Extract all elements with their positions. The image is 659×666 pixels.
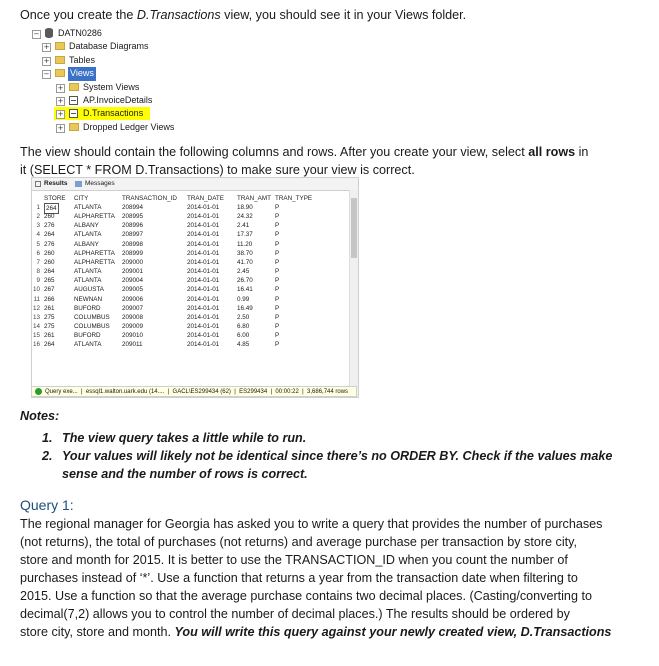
table-cell[interactable]: ALBANY (74, 240, 99, 248)
table-cell[interactable]: 264 (46, 205, 57, 212)
note-number: 1. (42, 431, 53, 445)
row-number: 7 (36, 258, 40, 266)
table-cell[interactable]: ALPHARETTA (74, 213, 115, 221)
expand-icon[interactable]: + (43, 56, 50, 65)
table-cell[interactable]: 2014-01-01 (187, 322, 220, 330)
folder-icon (55, 42, 65, 50)
table-cell[interactable]: 208998 (122, 240, 144, 248)
table-cell[interactable]: 209001 (122, 268, 144, 276)
query-text-line: decimal(7,2) allows you to control the number of decimal places.) The results should be ordered by (20, 607, 570, 621)
table-cell[interactable]: 209010 (122, 332, 144, 340)
row-number: 6 (36, 249, 40, 257)
expand-icon[interactable]: + (57, 123, 64, 132)
table-cell[interactable]: P (275, 240, 280, 248)
row-number: 12 (32, 304, 40, 312)
intro-text: Once you create the D.Transactions view, you should see it in your Views folder. (20, 8, 467, 22)
table-cell[interactable]: 209007 (122, 304, 144, 312)
row-number: 1 (36, 204, 40, 211)
tree-label: D.Transactions (83, 108, 144, 119)
tab-results[interactable]: Results (44, 180, 68, 187)
table-cell[interactable]: P (275, 277, 280, 285)
row-number: 9 (36, 277, 40, 285)
table-cell[interactable]: 2.50 (237, 313, 250, 321)
table-cell[interactable]: 208997 (122, 231, 144, 239)
table-cell[interactable]: 18.90 (237, 204, 253, 211)
row-number: 16 (32, 341, 40, 349)
table-cell[interactable]: P (275, 213, 280, 221)
table-cell[interactable]: 266 (44, 295, 55, 303)
note-item-1 (42, 429, 306, 447)
status-database: ES299434 (239, 389, 268, 395)
table-cell[interactable]: AUGUSTA (74, 286, 104, 294)
table-cell[interactable]: 2014-01-01 (187, 240, 220, 248)
table-cell[interactable]: 208996 (122, 222, 144, 230)
table-cell[interactable]: P (275, 231, 280, 239)
table-cell[interactable]: 16.41 (237, 286, 253, 294)
table-cell[interactable]: 209011 (122, 341, 143, 349)
note-item-2-continued (42, 465, 308, 483)
table-cell[interactable]: 2.41 (237, 222, 250, 230)
table-cell[interactable]: 16.49 (237, 304, 253, 312)
success-check-icon (35, 388, 42, 395)
folder-icon (55, 69, 65, 77)
table-cell[interactable]: 265 (44, 277, 55, 285)
table-cell[interactable]: P (275, 313, 280, 321)
results-tabs (32, 178, 358, 191)
table-cell[interactable]: P (275, 249, 280, 257)
row-number: 5 (36, 240, 40, 248)
table-cell[interactable]: 2014-01-01 (187, 213, 220, 221)
row-number: 14 (32, 322, 40, 330)
table-cell[interactable]: 11.20 (237, 240, 253, 248)
tree-label-views-selected: Views (68, 67, 96, 80)
table-cell[interactable]: 17.37 (237, 231, 253, 239)
table-cell[interactable]: 261 (44, 332, 55, 340)
row-number: 15 (32, 332, 40, 340)
table-cell[interactable]: COLUMBUS (74, 322, 110, 330)
table-cell[interactable]: ALPHARETTA (74, 258, 115, 266)
query-text-last-line: store city, store and month. You will write this query against your newly created view, D.Transactions (20, 625, 612, 639)
table-cell[interactable]: 38.70 (237, 249, 253, 257)
table-cell[interactable]: 41.70 (237, 258, 253, 266)
table-cell[interactable]: ATLANTA (74, 277, 102, 285)
table-cell[interactable]: 2014-01-01 (187, 341, 220, 349)
table-cell[interactable]: 209006 (122, 295, 144, 303)
table-cell[interactable]: 26.70 (237, 277, 253, 285)
row-number: 2 (36, 213, 40, 221)
note-text: The view query takes a little while to run. (62, 431, 307, 445)
row-number: 3 (36, 222, 40, 230)
vertical-scrollbar[interactable] (349, 190, 358, 397)
table-cell[interactable]: 24.32 (237, 213, 253, 221)
table-cell[interactable]: 208999 (122, 249, 144, 257)
results-grid (31, 177, 359, 398)
table-cell[interactable]: 2014-01-01 (187, 304, 220, 312)
query-text-line: 2015. Use a function so that the average purchase contains two decimal places. (Casting/converting to (20, 589, 592, 603)
table-cell[interactable]: P (275, 304, 280, 312)
expand-icon[interactable]: + (57, 96, 64, 105)
status-rows: 3,686,744 rows (307, 389, 349, 395)
row-number: 13 (32, 313, 40, 321)
table-cell[interactable]: 264 (44, 268, 55, 276)
table-cell[interactable]: P (275, 268, 280, 276)
database-icon (45, 28, 53, 38)
table-cell[interactable]: ALPHARETTA (74, 249, 115, 257)
tree-label: AP.InvoiceDetails (83, 94, 153, 105)
table-cell[interactable]: 2014-01-01 (187, 231, 220, 239)
table-cell[interactable]: ATLANTA (74, 231, 102, 239)
table-cell[interactable]: 264 (44, 341, 55, 349)
table-cell[interactable]: 275 (44, 313, 55, 321)
table-cell[interactable]: 2014-01-01 (187, 313, 220, 321)
table-cell[interactable]: 260 (44, 213, 55, 221)
view-instructions: The view should contain the following columns and rows. After you create your view, select all rows in (20, 145, 589, 159)
table-cell[interactable]: 260 (44, 249, 55, 257)
notes-title: Notes: (20, 409, 60, 423)
query-text-line: The regional manager for Georgia has asked you to write a query that provides the number of purchases (20, 517, 603, 531)
table-cell[interactable]: P (275, 286, 280, 294)
table-cell[interactable]: 261 (44, 304, 55, 312)
table-cell[interactable]: 2014-01-01 (187, 332, 220, 340)
table-cell[interactable]: 6.80 (237, 322, 250, 330)
table-cell[interactable]: P (275, 322, 280, 330)
query-text-line: (not returns), the total of purchases (not returns) and average purchase per transaction by store city, (20, 535, 577, 549)
query-status-bar: Query exe... | essql1.walton.uark.edu (14.... | GACL\ES299434 (62) | ES299434 | 00:00:22 | 3,686,744 rows (31, 386, 357, 397)
folder-icon (69, 83, 79, 91)
table-cell[interactable]: ATLANTA (74, 204, 102, 211)
table-cell[interactable]: 2014-01-01 (187, 277, 220, 285)
folder-icon (55, 56, 65, 64)
table-cell[interactable]: ALBANY (74, 222, 99, 230)
tab-messages[interactable]: Messages (85, 180, 115, 187)
status-user: GACL\ES299434 (62) (172, 389, 231, 395)
status-server: essql1.walton.uark.edu (14.... (85, 389, 165, 395)
table-cell[interactable]: P (275, 222, 280, 230)
table-cell[interactable]: 209000 (122, 258, 144, 266)
column-header: TRAN_DATE (187, 195, 224, 202)
server-label: DATN0286 (58, 28, 102, 38)
expand-icon[interactable]: + (57, 110, 64, 119)
table-cell[interactable]: 267 (44, 286, 55, 294)
table-cell[interactable]: 209008 (122, 313, 144, 321)
tree-label: Tables (69, 54, 96, 65)
table-cell[interactable]: NEWNAN (74, 295, 102, 303)
folder-icon (69, 123, 79, 131)
column-header: TRAN_TYPE (275, 195, 313, 202)
column-header: TRANSACTION_ID (122, 195, 177, 202)
table-cell[interactable]: 2014-01-01 (187, 295, 220, 303)
table-cell[interactable]: P (275, 204, 280, 211)
table-cell[interactable]: 209009 (122, 322, 144, 330)
table-cell[interactable]: 2.45 (237, 268, 250, 276)
messages-icon (75, 181, 82, 187)
table-cell[interactable]: COLUMBUS (74, 313, 110, 321)
note-number: 2. (42, 449, 53, 463)
row-number: 4 (36, 231, 40, 239)
table-cell[interactable]: P (275, 341, 280, 349)
row-number: 8 (36, 268, 40, 276)
status-query: Query exe... (45, 389, 78, 395)
table-cell[interactable]: BUFORD (74, 304, 101, 312)
tree-label: Dropped Ledger Views (83, 121, 175, 132)
tree-label: Database Diagrams (69, 41, 149, 52)
table-cell[interactable]: 209005 (122, 286, 144, 294)
table-cell[interactable]: P (275, 258, 280, 266)
table-cell[interactable]: 276 (44, 240, 55, 248)
table-cell[interactable]: ATLANTA (74, 341, 102, 349)
table-cell[interactable]: 6.00 (237, 332, 250, 340)
table-cell[interactable]: 209004 (122, 277, 144, 285)
table-cell[interactable]: P (275, 332, 280, 340)
table-cell[interactable]: 4.85 (237, 341, 250, 349)
view-icon (69, 109, 78, 118)
column-header: STORE (44, 195, 66, 202)
table-cell[interactable]: BUFORD (74, 332, 101, 340)
scroll-thumb[interactable] (351, 198, 357, 258)
table-cell[interactable]: 2014-01-01 (187, 204, 220, 211)
column-header: TRAN_AMT (237, 195, 271, 202)
status-time: 00:00:22 (275, 389, 299, 395)
row-number: 11 (33, 295, 40, 303)
table-cell[interactable]: 2014-01-01 (187, 258, 220, 266)
view-icon (69, 96, 78, 105)
query-text-line: purchases instead of ‘*’. Use a function that returns a year from the transaction date when filtering to (20, 571, 578, 585)
table-cell[interactable]: 264 (44, 231, 55, 239)
table-cell[interactable]: 2014-01-01 (187, 222, 220, 230)
table-cell[interactable]: 2014-01-01 (187, 286, 220, 294)
table-cell[interactable]: 275 (44, 322, 55, 330)
note-item-2 (42, 447, 612, 465)
table-cell[interactable]: 260 (44, 258, 55, 266)
table-cell[interactable]: 0.99 (237, 295, 250, 303)
query-heading: Query 1: (20, 497, 74, 513)
table-cell[interactable]: 2014-01-01 (187, 268, 220, 276)
table-cell[interactable]: ATLANTA (74, 268, 102, 276)
view-instructions-line2: it (SELECT * FROM D.Transactions) to make sure your view is correct. (20, 163, 415, 177)
table-cell[interactable]: 2014-01-01 (187, 249, 220, 257)
collapse-icon[interactable]: − (33, 30, 40, 38)
table-cell[interactable]: 208994 (122, 204, 144, 211)
expand-icon[interactable]: + (43, 43, 50, 52)
expand-icon[interactable]: + (57, 83, 64, 92)
table-cell[interactable]: 276 (44, 222, 55, 230)
tree-label: System Views (83, 81, 140, 92)
note-text: Your values will likely not be identical since there’s no ORDER BY. Check if the values make (62, 449, 613, 463)
column-header: CITY (74, 195, 89, 202)
note-text: sense and the number of rows is correct. (62, 467, 308, 481)
row-number: 10 (32, 286, 40, 294)
query-text-line: store and month for 2015. It is better to use the TRANSACTION_ID when you count the number of (20, 553, 568, 567)
table-cell[interactable]: 208995 (122, 213, 144, 221)
table-cell[interactable]: P (275, 295, 280, 303)
grid-icon (35, 181, 41, 187)
collapse-icon[interactable]: − (43, 70, 50, 79)
